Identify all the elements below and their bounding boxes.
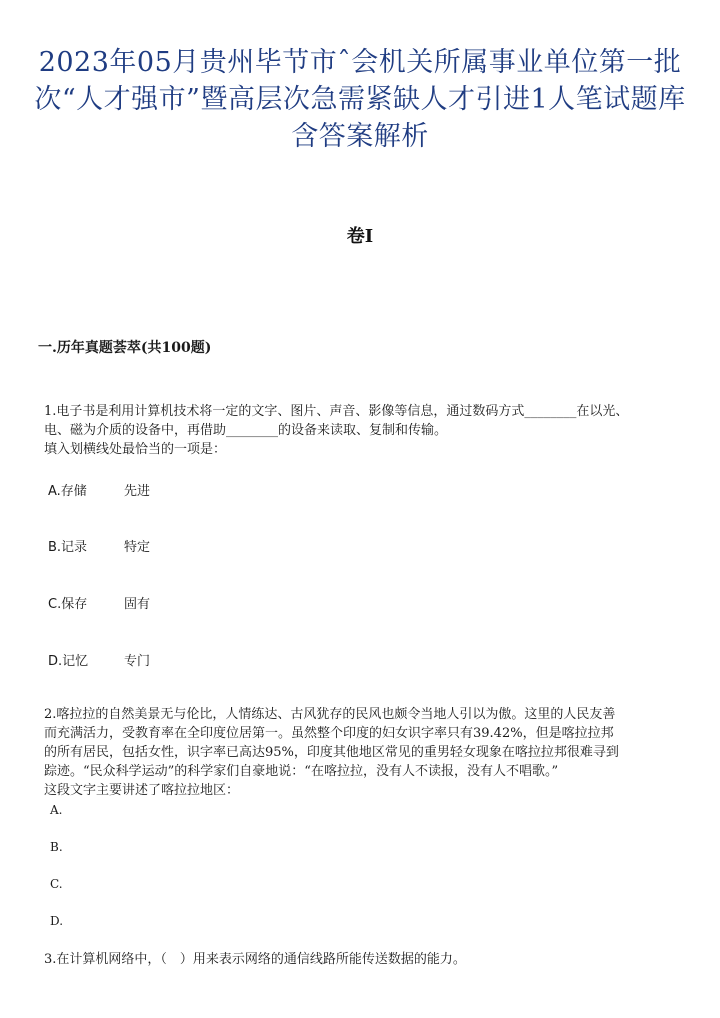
question-2-option-d: D. — [50, 914, 64, 928]
question-1-line: 1.电子书是利用计算机技术将一定的文字、图片、声音、影像等信息，通过数码方式________在以光、 — [44, 404, 629, 419]
question-3 — [44, 950, 690, 969]
option-text: 特定 — [124, 540, 151, 555]
option-label: B.记录 — [48, 540, 88, 555]
question-1-option-d — [48, 650, 150, 669]
question-2-option-b: B. — [50, 840, 63, 854]
question-2 — [44, 705, 690, 800]
question-1-line: 电、磁为介质的设备中，再借助________的设备来读取、复制和传输。 — [44, 423, 448, 438]
question-1 — [44, 402, 690, 459]
question-2-line: 踪迹。“民众科学运动”的科学家们自豪地说：“在喀拉拉，没有人不读报，没有人不唱歌。” — [44, 764, 559, 779]
section-heading: 一.历年真题荟萃(共100题) — [38, 340, 212, 356]
question-1-option-c — [48, 593, 150, 612]
option-text: 固有 — [124, 597, 151, 612]
question-3-line: 3.在计算机网络中，（ ）用来表示网络的通信线路所能传送数据的能力。 — [44, 952, 466, 967]
question-2-option-c: C. — [50, 877, 63, 891]
question-2-option-a: A. — [50, 803, 63, 817]
question-1-option-a — [48, 480, 150, 499]
question-1-line: 填入划横线处最恰当的一项是： — [44, 442, 227, 457]
option-text: 先进 — [124, 484, 151, 499]
question-2-line: 而充满活力，受教育率在全印度位居第一。虽然整个印度的妇女识字率只有39.42%，但是喀拉拉邦 — [44, 726, 614, 741]
question-2-line: 2.喀拉拉的自然美景无与伦比，人情练达、古风犹存的民风也颇令当地人引以为傲。这里的人民友善 — [44, 707, 616, 722]
volume-heading: 卷I — [346, 226, 374, 247]
option-label: A.存储 — [48, 484, 87, 499]
question-1-option-b — [48, 536, 150, 555]
question-2-line: 这段文字主要讲述了喀拉拉地区： — [44, 783, 240, 798]
option-label: D.记忆 — [48, 654, 89, 669]
question-2-line: 的所有居民，包括女性，识字率已高达95%，印度其他地区常见的重男轻女现象在喀拉拉邦很难寻到 — [44, 745, 619, 760]
option-label: C.保存 — [48, 597, 88, 612]
document-title: 2023年05月贵州毕节市ˆ会机关所属事业单位第一批次“人才强市”暨高层次急需紧缺人才引进1人笔试题库含答案解析 — [34, 47, 686, 152]
option-text: 专门 — [124, 654, 151, 669]
